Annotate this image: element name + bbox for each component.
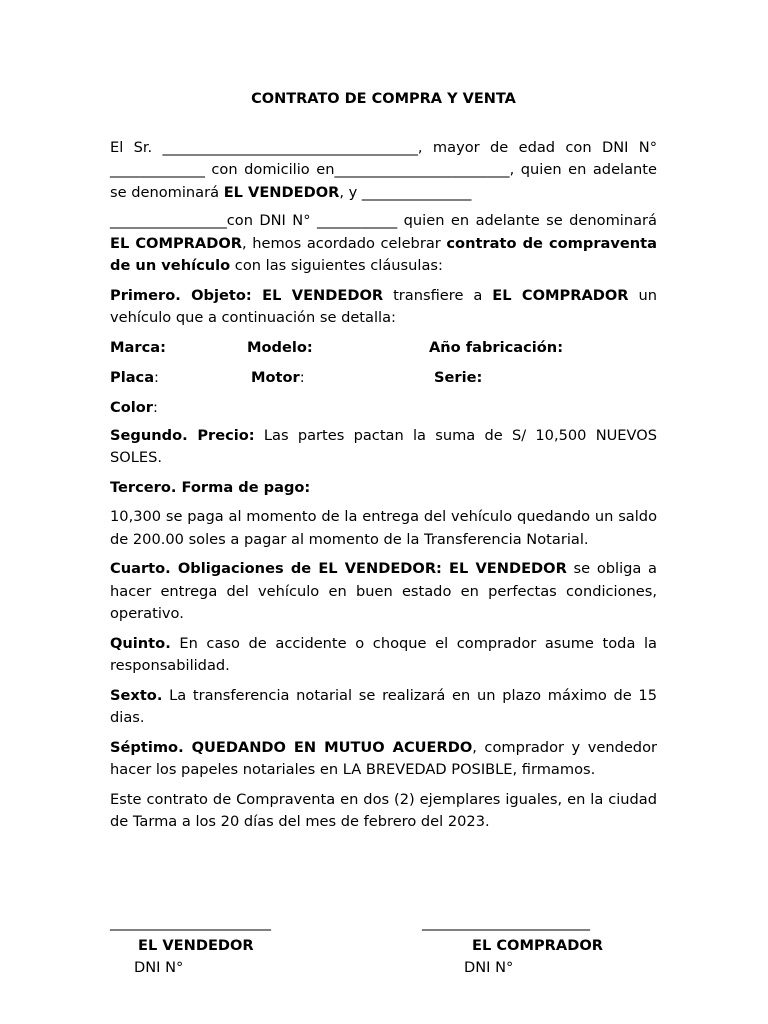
seller-dni-label: DNI N°: [134, 959, 184, 976]
intro-text-end: , y _______________: [339, 183, 472, 201]
clause-septimo-label: Séptimo. QUEDANDO EN MUTUO ACUERDO: [110, 738, 473, 756]
clause-primero: [110, 285, 657, 330]
clause-sexto: [110, 685, 657, 730]
intro2-text-mid: , hemos acordado celebrar: [241, 234, 447, 252]
clause-text: En caso de accidente o choque el comprador asume toda la responsabilidad.: [110, 634, 657, 674]
clause-segundo: [110, 425, 657, 470]
clause-quinto-label: Quinto.: [110, 634, 171, 652]
intro-text: El Sr. ___________________________________, mayor de edad con DNI N° _____________ con domicilio en________________________, quien en adelante se denominará: [110, 138, 657, 201]
buyer-term: EL COMPRADOR: [492, 286, 629, 304]
signature-area: [0, 912, 768, 992]
field-marca: Marca:: [110, 338, 166, 356]
buyer-term: EL COMPRADOR: [110, 234, 242, 252]
clause-sexto-label: Sexto.: [110, 686, 163, 704]
buyer-signature-label: EL COMPRADOR: [472, 936, 603, 954]
closing-paragraph: [110, 789, 657, 834]
closing-text: Este contrato de Compraventa en dos (2) ejemplares iguales, en la ciudad de Tarma a los 20 días del mes de febrero del 2023.: [110, 790, 657, 830]
vehicle-fields-row-3: [110, 397, 657, 425]
colon: :: [154, 368, 159, 386]
contract-body: [110, 88, 657, 841]
clause-text: 10,300 se paga al momento de la entrega del vehículo quedando un saldo de 200.00 soles a pagar al momento de la Transferencia Notarial.: [110, 508, 657, 548]
vehicle-fields-row-1: [110, 337, 657, 367]
intro-paragraph-2: [110, 210, 657, 278]
buyer-signature: [422, 912, 603, 980]
seller-signature-label: EL VENDEDOR: [138, 936, 254, 954]
seller-term: EL VENDEDOR: [262, 286, 384, 304]
clause-text: transfiere a: [383, 286, 493, 304]
signature-line: _______________________: [110, 915, 271, 931]
clause-tercero-label-line: [110, 477, 657, 500]
contract-title: CONTRATO DE COMPRA Y VENTA: [251, 91, 516, 107]
signature-line: ________________________: [422, 915, 590, 931]
intro-paragraph-1: [110, 137, 657, 205]
clause-segundo-label: Segundo. Precio:: [110, 426, 255, 444]
clause-cuarto: [110, 558, 657, 626]
field-placa: Placa: [110, 368, 155, 386]
clause-quinto: [110, 633, 657, 678]
clause-primero-label: Primero. Objeto:: [110, 286, 263, 304]
field-anio: Año fabricación:: [429, 338, 564, 356]
clause-text: La transferencia notarial se realizará en un plazo máximo de 15 dias.: [110, 686, 657, 726]
field-motor: Motor: [251, 368, 300, 386]
field-color: Color: [110, 398, 153, 416]
clause-septimo: [110, 737, 657, 782]
clause-text: un vehículo que a continuación se detalla:: [110, 286, 657, 326]
clause-cuarto-label: Cuarto. Obligaciones de EL VENDEDOR: EL VENDEDOR: [110, 560, 567, 577]
field-serie: Serie:: [434, 368, 483, 386]
colon: :: [299, 368, 305, 386]
clause-text: se obliga a hacer entrega del vehículo en buen estado en perfectas condiciones, operativo.: [110, 560, 657, 622]
contract-object-term: contrato de compraventa de un vehículo: [110, 234, 657, 274]
clause-text: Las partes pactan la suma de S/ 10,500 NUEVOS SOLES.: [110, 426, 658, 466]
clause-tercero-label: Tercero. Forma de pago:: [110, 478, 311, 496]
buyer-dni-label: DNI N°: [464, 959, 514, 976]
vehicle-fields-row-2: [110, 367, 657, 397]
intro2-text: ________________con DNI N° ___________ quien en adelante se denominará: [110, 212, 657, 229]
clause-tercero: [110, 506, 657, 551]
field-modelo: Modelo:: [247, 338, 313, 356]
clause-text: , comprador y vendedor hacer los papeles notariales en LA BREVEDAD POSIBLE, firmamos.: [110, 738, 658, 778]
colon: :: [152, 398, 158, 416]
intro2-text-end: con las siguientes cláusulas:: [230, 257, 443, 274]
seller-term: EL VENDEDOR: [223, 183, 340, 201]
seller-signature: [110, 912, 271, 980]
